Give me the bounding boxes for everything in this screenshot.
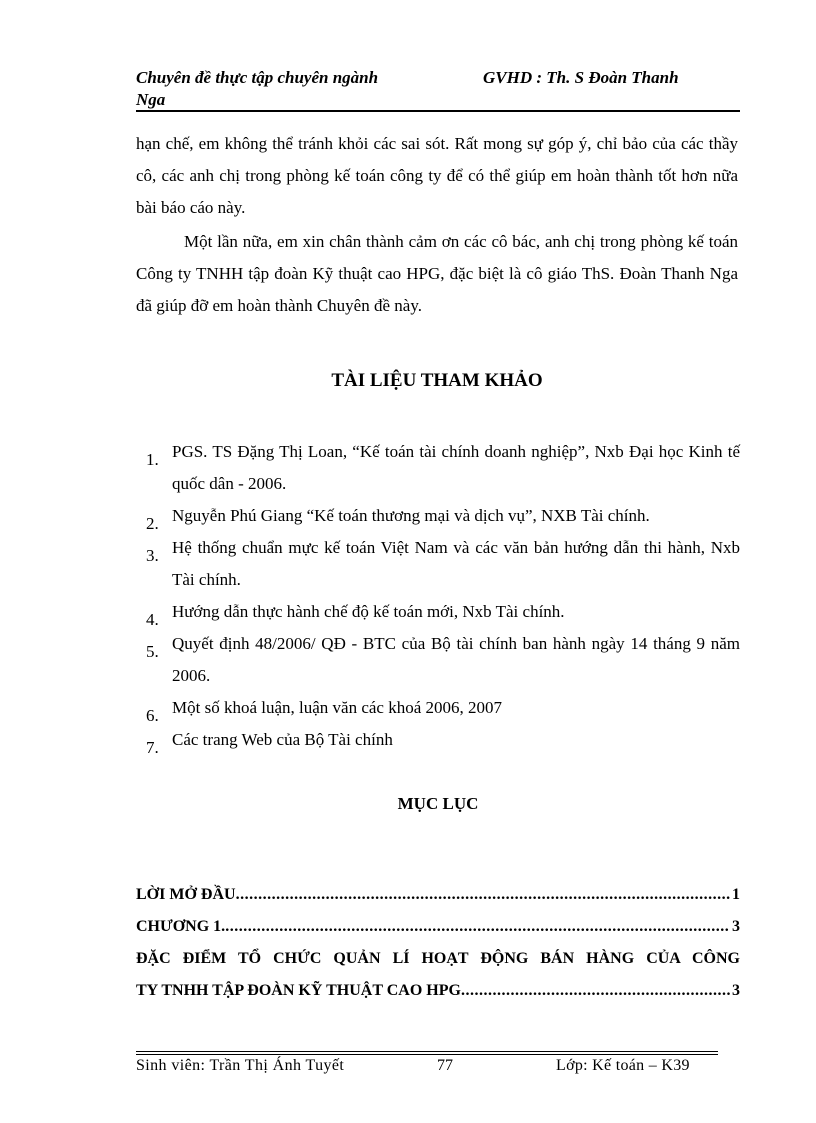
reference-text: Một số khoá luận, luận văn các khoá 2006, 2007 (172, 698, 503, 717)
body-paragraph-1: hạn chế, em không thể tránh khỏi các sai sót. Rất mong sự góp ý, chỉ bảo của các thầy cô, các anh chị trong phòng kế toán công ty để có thể giúp em hoàn thành tốt hơn nữa bài báo cáo này. (136, 134, 738, 217)
footer-student: Sinh viên: Trần Thị Ánh Tuyết (136, 1057, 345, 1074)
reference-item (146, 596, 740, 628)
reference-item (146, 692, 740, 724)
header-divider (136, 110, 740, 112)
toc-heading: MỤC LỤC (397, 794, 479, 813)
reference-item (146, 532, 740, 596)
footer-class: Lớp: Kế toán – K39 (556, 1057, 690, 1074)
reference-number: 2. (146, 514, 159, 533)
references-list (146, 436, 740, 756)
header-title-line1: Chuyên đề thực tập chuyên ngành (136, 68, 379, 87)
footer-page-number: 77 (437, 1057, 453, 1074)
toc-entry-intro[interactable] (136, 884, 740, 906)
toc-leader-dots (236, 884, 730, 906)
reference-number: 6. (146, 706, 159, 725)
body-paragraph-2: Một lần nữa, em xin chân thành cảm ơn các cô bác, anh chị trong phòng kế toán Công ty TNHH tập đoàn Kỹ thuật cao HPG, đặc biệt là cô giáo ThS. Đoàn Thanh Nga đã giúp đỡ em hoàn thành Chuyên đề này. (136, 232, 738, 315)
header-title-line2: Nga (136, 90, 166, 109)
reference-text: Hệ thống chuẩn mực kế toán Việt Nam và các văn bản hướng dẫn thi hành, Nxb Tài chính. (172, 538, 740, 589)
toc-entry-section-title[interactable]: ĐẶC ĐIỂM TỔ CHỨC QUẢN LÍ HOẠT ĐỘNG BÁN HÀNG CỦA CÔNG (136, 950, 740, 967)
toc-entry-page: 1 (732, 886, 740, 903)
reference-text: Nguyễn Phú Giang “Kế toán thương mại và dịch vụ”, NXB Tài chính. (172, 506, 650, 525)
toc-entry-page: 3 (732, 918, 740, 935)
toc-entry-label: CHƯƠNG 1. (136, 918, 226, 935)
reference-item (146, 724, 740, 756)
reference-item (146, 628, 740, 692)
reference-item (146, 436, 740, 500)
header-title (136, 67, 436, 111)
toc-leader-dots (225, 916, 730, 938)
toc-entry-label: LỜI MỞ ĐẦU (136, 886, 236, 903)
header-advisor: GVHD : Th. S Đoàn Thanh (483, 68, 679, 87)
reference-number: 4. (146, 610, 159, 629)
reference-text: PGS. TS Đặng Thị Loan, “Kế toán tài chính doanh nghiệp”, Nxb Đại học Kinh tế quốc dân - 2006. (172, 442, 740, 493)
toc-entry-page: 3 (732, 982, 740, 999)
toc-entry-chapter-1[interactable] (136, 916, 740, 938)
reference-item (146, 500, 740, 532)
reference-number: 5. (146, 642, 159, 661)
reference-number: 1. (146, 450, 159, 469)
reference-number: 3. (146, 546, 159, 565)
toc-entry-section-title-cont[interactable] (136, 980, 740, 1002)
reference-text: Các trang Web của Bộ Tài chính (172, 730, 393, 749)
footer-divider (136, 1051, 718, 1052)
toc-entry-label: TY TNHH TẬP ĐOÀN KỸ THUẬT CAO HPG (136, 982, 461, 999)
reference-text: Quyết định 48/2006/ QĐ - BTC của Bộ tài chính ban hành ngày 14 tháng 9 năm 2006. (172, 634, 740, 685)
reference-number: 7. (146, 738, 159, 757)
reference-text: Hướng dẫn thực hành chế độ kế toán mới, Nxb Tài chính. (172, 602, 565, 621)
references-heading: TÀI LIỆU THAM KHẢO (331, 370, 543, 391)
toc-leader-dots (461, 980, 730, 1002)
